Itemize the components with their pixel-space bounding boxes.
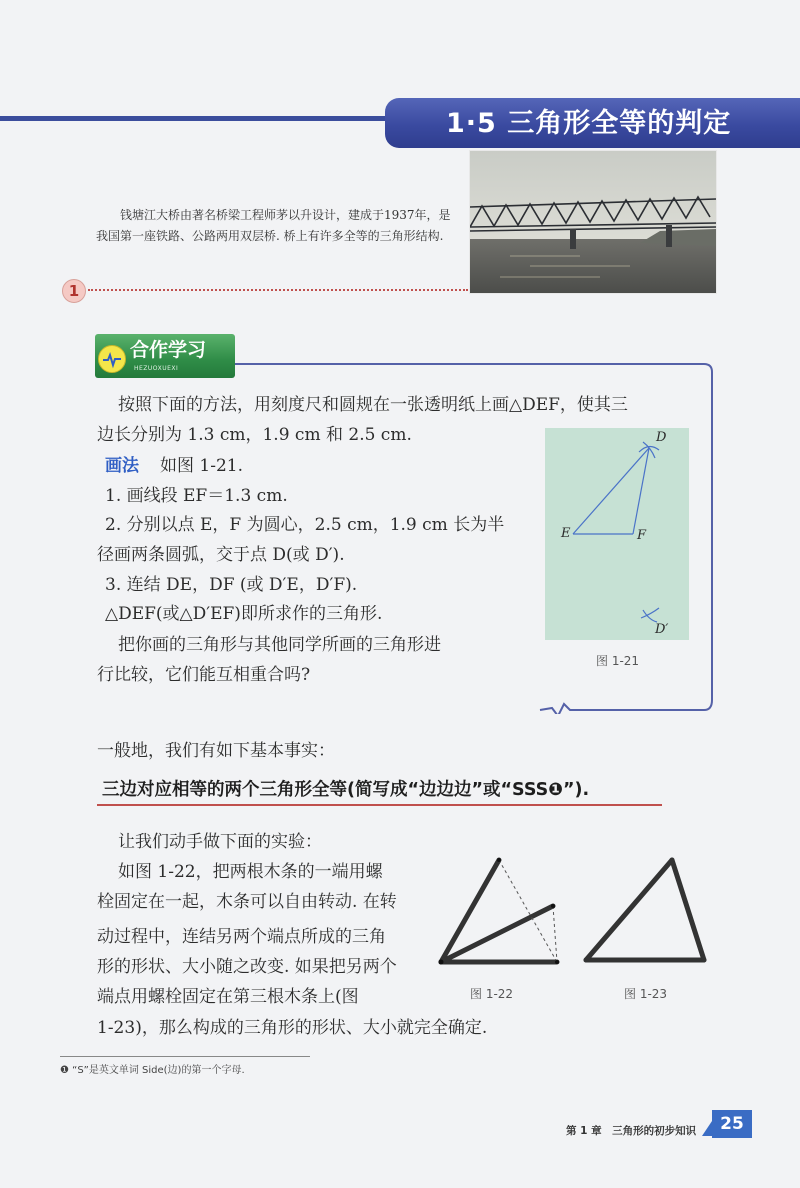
figure-1-21-label-f: F: [637, 528, 647, 543]
figure-1-21-label-d: D: [656, 430, 667, 445]
figure-1-22: [435, 850, 565, 970]
method-label: 画法: [105, 456, 139, 476]
experiment-line7: 1-23)，那么构成的三角形的形状、大小就完全确定.: [97, 1018, 488, 1038]
step-1: 1. 画线段 EF＝1.3 cm.: [105, 486, 288, 506]
figure-1-23: [586, 860, 704, 960]
experiment-line3: 栓固定在一起，木条可以自由转动. 在转: [97, 892, 397, 912]
photo-caption: 钱塘江大桥由著名桥梁工程师茅以升设计，建成于1937年，是我国第一座铁路、公路两用双层桥. 桥上有许多全等的三角形结构.: [96, 208, 451, 243]
method-reference: 如图 1-21.: [160, 456, 243, 476]
figure-1-23-caption: 图 1-23: [624, 987, 668, 1001]
fact-underline: [97, 804, 662, 806]
experiment-line6: 端点用螺栓固定在第三根木条上(图: [97, 987, 359, 1007]
header-rule: [0, 116, 400, 121]
experiment-line2: 如图 1-22，把两根木条的一端用螺: [118, 862, 383, 882]
coop-learning-subtitle: HEZUOXUEXI: [134, 365, 179, 372]
fact-intro: 一般地，我们有如下基本事实：: [97, 741, 335, 761]
coop-learning-title: 合作学习: [130, 339, 207, 361]
dotted-rule: [88, 289, 468, 291]
footnote-rule: [60, 1056, 310, 1057]
section-title: 1·5 三角形全等的判定: [446, 108, 732, 139]
question-line1: 把你画的三角形与其他同学所画的三角形进: [118, 635, 441, 655]
experiment-line5: 形的形状、大小随之改变. 如果把另两个: [97, 957, 397, 977]
figure-1-22-caption: 图 1-22: [470, 987, 514, 1001]
sss-fact: 三边对应相等的两个三角形全等(简写成“边边边”或“SSS❶”).: [102, 780, 590, 800]
experiment-line1: 让我们动手做下面的实验：: [118, 832, 322, 852]
experiment-line4: 动过程中，连结另两个端点所成的三角: [97, 927, 386, 947]
coop-intro-line2: 边长分别为 1.3 cm，1.9 cm 和 2.5 cm.: [97, 425, 412, 445]
step-2-line1: 2. 分别以点 E，F 为圆心，2.5 cm，1.9 cm 长为半: [105, 515, 505, 535]
step-3: 3. 连结 DE，DF (或 D′E，D′F).: [105, 575, 358, 595]
coop-intro-line1: 按照下面的方法，用刻度尺和圆规在一张透明纸上画△DEF，使其三: [118, 395, 628, 415]
figure-1-21-caption: 图 1-21: [596, 654, 640, 668]
figure-1-21-label-d-prime: D′: [655, 622, 669, 637]
page-number: 25: [720, 1114, 744, 1134]
footnote: ❶ “S”是英文单词 Side(边)的第一个字母.: [60, 1065, 245, 1076]
figure-1-21-label-e: E: [561, 526, 571, 541]
footer-chapter: 第 1 章 三角形的初步知识: [566, 1125, 697, 1137]
step-2-line2: 径画两条圆弧，交于点 D(或 D′).: [97, 545, 345, 565]
question-line2: 行比较，它们能互相重合吗?: [97, 665, 311, 685]
construction-result: △DEF(或△D′EF)即所求作的三角形.: [105, 604, 383, 624]
coop-learning-icon: [98, 345, 126, 373]
bridge-photo: [469, 150, 717, 294]
section-marker: 1: [62, 279, 86, 303]
